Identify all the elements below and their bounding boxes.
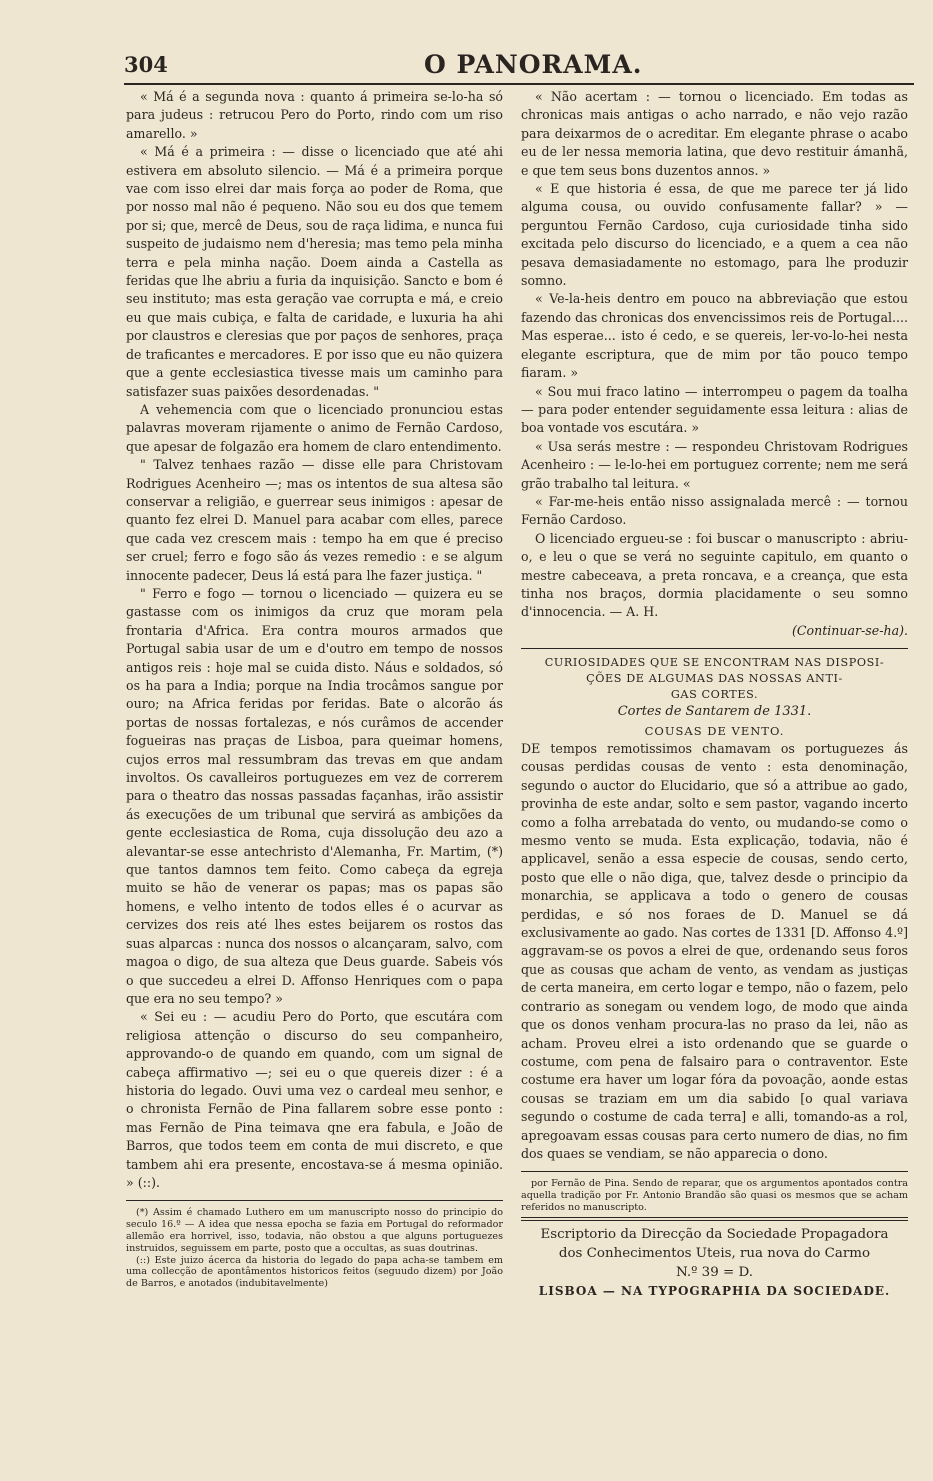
paragraph: " Talvez tenhaes razão — disse elle para Christovam Rodrigues Acenheiro —; mas os intentos de sua altesa são conservar a religião, e guerrear seus inimigos : apesar de quanto fez elrei D. Manuel para acabar com elles, parece que cada vez crescem mais : tempo ha em que é preciso ser cruel; ferro e fogo são ás vezes remedio : e se algum innocente padecer, Deus lá está para lhe fazer justiça. " [126,457,503,583]
footnote-rule [126,1200,503,1201]
left-column [126,88,503,1290]
section-title-line: ÇÕES DE ALGUMAS DAS NOSSAS ANTI- [586,672,843,686]
subsection-heading: COUSAS DE VENTO. [644,723,785,738]
paragraph: « Não acertam : — tornou o licenciado. Em todas as chronicas mais antigas o acho narrado, e não vejo razão para deixarmos de o acreditar. Em elegante phrase o acabo eu de ler nessa memoria latina, que devo restituir ámanhã, e que tem seus bons duzentos annos. » [521,89,908,178]
paragraph: « E que historia é essa, de que me parece ter já lido alguma cousa, ou ouvido confusamente fallar? » — perguntou Fernão Cardoso, cuja curiosidade tinha sido excitada pelo discurso do licenciado, e a quem a cea não pesava demasiadamente no estomago, para lhe produzir somno. [521,181,908,289]
paragraph: « Má é a primeira : — disse o licenciado que até ahi estivera em absoluto silencio. — Má é a primeira porque vae com isso elrei dar mais força ao poder de Roma, que por nosso mal não é pequeno. Não sou eu dos que temem por si; que, mercê de Deus, sou de raça lidima, e nunca fui suspeito de judaismo nem d'heresia; mas temo pela minha terra e pela minha nação. Doem ainda a Castella as feridas que lhe abriu a furia da inquisição. Sancto e bom é seu instituto; mas esta geração vae corrupta e má, e creio eu que mais cubiça, e falta de caridade, e luxuria ha ahi por claustros e cleresias que por paços de senhores, praça de traficantes e mercadores. E por isso que eu não quizera que a gente ecclesiastica tivesse mais um caminho para satisfazer suas paixões desordenadas. " [126,144,503,399]
page-number: 304 [124,52,168,77]
paragraph: " Ferro e fogo — tornou o licenciado — quizera eu se gastasse com os inimigos da cruz que moram pela frontaria d'Africa. Era contra mouros armados que Portugal sabia usar de um e d'outro em tempo de nossos antigos reis : hoje mal se cuida disto. Náus e soldados, só os ha para a India; porque na India trocâmos sangue por ouro; na Africa feridas por feridas. Bate o alcorão ás portas de nossas fortalezas, e nós curâmos de accender fogueiras nas praças de Lisboa, para queimar homens, cujos erros mal ressumbram das trevas em que andam involtos. Os cavalleiros portuguezes em vez de correrem para o theatro das nossas passadas façanhas, irão assistir ás execuções de um tribunal que servirá as ambições da gente ecclesiastica de Roma, cuja dissolução deu azo a alevantar-se esse antechristo d'Alemanha, Fr. Martim, (*) que tantos damnos tem feito. Como cabeça da egreja muito se hão de venerar os papas; mas os papas são homens, e velho intento de todos elles é o acurvar as cervizes dos reis até lhes estes beijarem os rostos das suas alparcas : nunca dos nossos o alcançaram, salvo, com magoa o digo, de sua alteza que Deus guarde. Sabeis vós o que succedeu a elrei D. Affonso Henriques com o papa que era no seu tempo? » [126,585,503,1006]
paragraph: « Sou mui fraco latino — interrompeu o pagem da toalha — para poder entender seguidamente essa leitura : alias de boa vontade vos escutára. » [521,383,908,436]
footnote: (*) Assim é chamado Luthero em um manuscripto nosso do principio do seculo 16.º — A idea que nessa epocha se fazia em Portugal do reformador allemão era horrivel, isso, todavia, não obstou a que alguns portuguezes instruidos, seguissem em parte, posto que a occultas, as suas doutrinas. [126,1207,503,1254]
paragraph: « Far-me-heis então nisso assignalada mercê : — tornou Fernão Cardoso. [521,493,908,528]
imprint-line: dos Conhecimentos Uteis, rua nova do Carmo [558,1245,871,1261]
page-header [124,46,914,86]
section-rule [521,648,908,649]
header-rule [124,83,914,85]
section-subtitle: Cortes de Santarem de 1331. [617,704,812,720]
paragraph: « Usa serás mestre : — respondeu Christovam Rodrigues Acenheiro : — le-lo-hei em portuguez corrente; nem me será grão trabalho tal leitura. « [521,438,908,491]
right-column [521,88,908,1300]
paragraph: O licenciado ergueu-se : foi buscar o manuscripto : abriu-o, e leu o que se verá no seguinte capitulo, em quanto o mestre cabeceava, a preta roncava, e a creança, que esta tinha nos braços, dormia placidamente o seu somno d'innocencia. — A. H. [521,530,908,620]
paragraph: A vehemencia com que o licenciado pronunciou estas palavras moveram rijamente o animo de Fernão Cardoso, que apesar de folgazão era homem de claro entendimento. [126,401,503,454]
footnote: (::) Este juizo ácerca da historia do legado do papa acha-se tambem em uma collecção de apontâmentos historicos feitos (seguudo dizem) por João de Barros, e anotados (indubitavelmente) [126,1254,503,1290]
footnote-continuation: por Fernão de Pina. Sendo de reparar, que os argumentos apontados contra aquella tradição por Fr. Antonio Brandão são quasi os mesmos que se acham referidos no manuscripto. [521,1178,908,1213]
paragraph: « Ve-la-heis dentro em pouco na abbreviação que estou fazendo das chronicas dos envencissimos reis de Portugal.... Mas esperae... isto é cedo, e se quereis, ler-vo-lo-hei nesta elegante escriptura, que de mim por tão pouco tempo fiaram. » [521,291,908,381]
printer-line: LISBOA — NA TYPOGRAPHIA DA SOCIEDADE. [538,1283,891,1298]
paragraph: « Má é a segunda nova : quanto á primeira se-lo-ha só para judeus : retrucou Pero do Porto, rindo com um riso amarello. » [126,89,503,141]
section-title-line: CURIOSIDADES QUE SE ENCONTRAM NAS DISPOSI- [544,656,885,670]
section-title-line: GAS CORTES. [670,688,759,702]
journal-title: O PANORAMA. [424,50,643,79]
imprint-line: N.º 39 = D. [676,1264,753,1280]
imprint-line: Escriptorio da Direcção da Sociedade Propagadora [540,1226,889,1242]
imprint-rule [521,1217,908,1221]
article-body: DE tempos remotissimos chamavam os portuguezes ás cousas perdidas cousas de vento : esta denominação, segundo o auctor do Elucidario, que só a attribue ao gado, provinha de este andar, solto e sem pastor, vagando incerto como a folha arrebatada do vento, ou mudando-se como o mesmo vento se muda. Esta explicação, todavia, não é applicavel, senão a essa especie de cousas, sendo certo, posto que elle o não diga, que, talvez desde o principio da monarchia, se applicava a todo o genero de cousas perdidas, e só nos foraes de D. Manuel se dá exclusivamente ao gado. Nas cortes de 1331 [D. Affonso 4.º] aggravam-se os povos a elrei de que, ordenando seus foros que as cousas que acham de vento, as vendam as justiças de certa maneira, em certo logar e tempo, não o fazem, pelo contrario as sonegam ou vendem logo, de modo que ainda que os donos venham procura-las no praso da lei, não as acham. Proveu elrei a isto ordenando que se guarde o costume, com pena de falsairo para o contraventor. Este costume era haver um logar fóra da povoação, aonde estas cousas se traziam em um dia sabido [o qual variava segundo o costume de cada terra] e alli, tomando-as a rol, apregoavam essas cousas para certo numero de dias, no fim dos quaes se vendiam, se não apparecia o dono. [521,741,908,1161]
continuation-note: (Continuar-se-ha). [791,622,908,638]
paragraph: « Sei eu : — acudiu Pero do Porto, que escutára com religiosa attenção o discurso do seu companheiro, approvando-o de quando em quando, com um signal de cabeça affirmativo —; sei eu o que quereis dizer : é a historia do legado. Ouvi uma vez o cardeal meu senhor, e o chronista Fernão de Pina fallarem sobre esse ponto : mas Fernão de Pina teimava qne era fabula, e João de Barros, que todos teem em conta de mui discreto, e que tambem ahi era presente, encostava-se á mesma opinião. » (::). [126,1009,503,1190]
footnote-rule [521,1171,908,1172]
